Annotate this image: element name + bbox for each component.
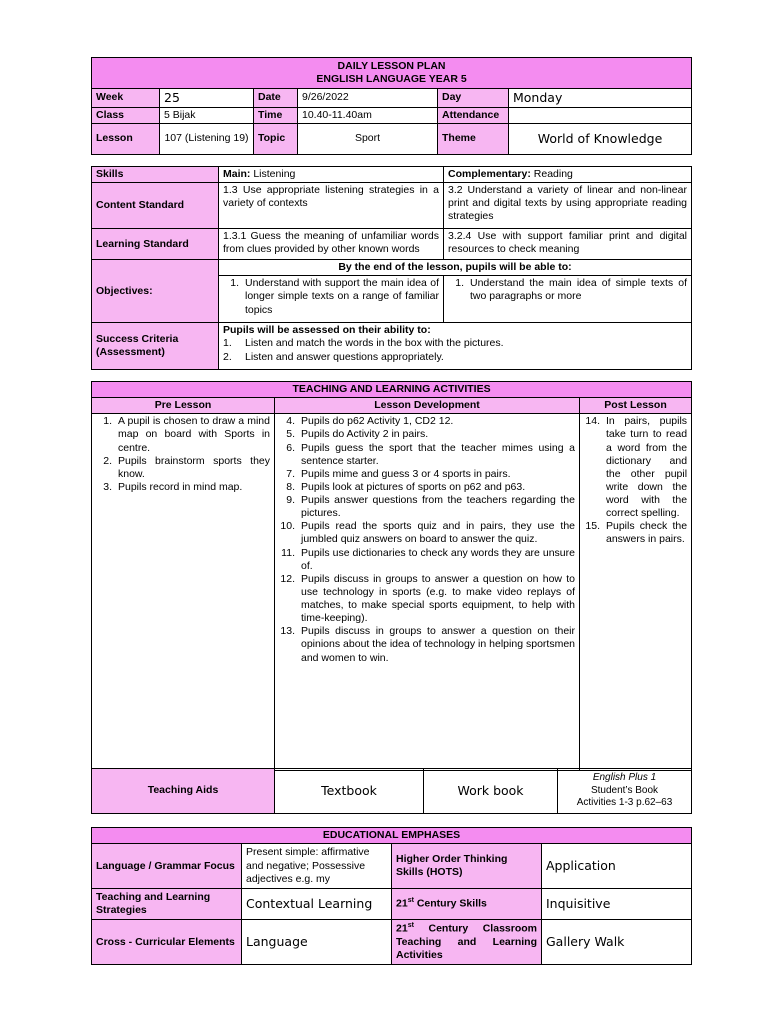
list-item: 10. Pupils read the sports quiz and in pairs, they use the jumbled quiz answers on board to answer the quiz. — [280, 520, 575, 546]
objective-complementary-text: Understand the main idea of simple texts of two paragraphs or more — [470, 277, 687, 303]
century-classroom-label: 21st Century Classroom Teaching and Learning Activities — [392, 920, 542, 965]
class-label: Class — [92, 107, 160, 123]
activities-table — [91, 381, 692, 771]
grammar-focus-value: Present simple: affirmative and negative; Possessive adjectives e.g. my — [242, 844, 392, 889]
student-book-subtitle: Student’s Book — [590, 784, 659, 796]
student-book-pages: Activities 1-3 p.62–63 — [576, 797, 673, 809]
lesson-value: 107 (Listening 19) — [160, 123, 254, 154]
list-item: 5. Pupils do Activity 2 in pairs. — [286, 428, 429, 441]
lesson-development-header: Lesson Development — [275, 398, 580, 414]
strategies-value: Contextual Learning — [242, 889, 392, 920]
century-skills-value: Inquisitive — [542, 889, 692, 920]
workbook-cell: Work book — [424, 769, 558, 814]
century-classroom-value: Gallery Walk — [542, 920, 692, 965]
skills-table — [91, 166, 692, 370]
list-item: 13. Pupils discuss in groups to answer a question on their opinions about the idea of technology in helping sportsmen and women to win. — [280, 625, 575, 664]
post-lesson-cell — [580, 414, 692, 771]
day-label: Day — [438, 89, 509, 108]
main-skill-label: Main: — [223, 168, 251, 180]
list-item: 9. Pupils answer questions from the teachers regarding the pictures. — [286, 494, 575, 520]
success-criteria-label — [92, 323, 219, 370]
week-label: Week — [92, 89, 160, 108]
list-item: 11. Pupils use dictionaries to check any words they are unsure of. — [281, 546, 575, 572]
content-standard-complementary: 3.2 Understand a variety of linear and non-linear print and digital texts by using appropriate reading strategies — [444, 183, 692, 229]
hots-label: Higher Order Thinking Skills (HOTS) — [392, 844, 542, 889]
theme-label: Theme — [438, 123, 509, 154]
objectives-label: Objectives: — [92, 260, 219, 323]
content-standard-label: Content Standard — [92, 183, 219, 229]
list-item: 2. Listen and answer questions appropriately. — [223, 350, 444, 363]
activities-title: TEACHING AND LEARNING ACTIVITIES — [92, 382, 692, 398]
objective-complementary-number: 1. — [455, 277, 464, 290]
objective-complementary — [444, 276, 692, 323]
list-item: 7. Pupils mime and guess 3 or 4 sports in pairs. — [286, 467, 511, 480]
strategies-label: Teaching and Learning Strategies — [92, 889, 242, 920]
time-value: 10.40-11.40am — [298, 107, 438, 123]
main-skill — [219, 167, 444, 183]
list-item: 1. A pupil is chosen to draw a mind map on board with Sports in centre. — [103, 415, 270, 454]
cross-curricular-label: Cross - Curricular Elements — [92, 920, 242, 965]
cross-curricular-value: Language — [242, 920, 392, 965]
objective-main-text: Understand with support the main idea of longer simple texts on a range of familiar topics — [245, 277, 439, 316]
attendance-label: Attendance — [438, 107, 509, 123]
date-label: Date — [254, 89, 298, 108]
pre-lesson-list — [96, 415, 270, 494]
hots-value: Application — [542, 844, 692, 889]
header-table — [91, 57, 692, 155]
class-value: 5 Bijak — [160, 107, 254, 123]
content-standard-main: 1.3 Use appropriate listening strategies in a variety of contexts — [219, 183, 444, 229]
success-criteria-label-line-2: (Assessment) — [96, 346, 165, 359]
title-line-2: ENGLISH LANGUAGE YEAR 5 — [316, 73, 467, 85]
list-item: 2. Pupils brainstorm sports they know. — [103, 454, 270, 480]
learning-standard-complementary: 3.2.4 Use with support familiar print and digital resources to check meaning — [444, 229, 692, 260]
attendance-value — [509, 107, 692, 123]
pre-lesson-cell — [92, 414, 275, 771]
pre-lesson-header: Pre Lesson — [92, 398, 275, 414]
list-item: 4. Pupils do p62 Activity 1, CD2 12. — [286, 415, 454, 428]
textbook-cell: Textbook — [275, 769, 424, 814]
objective-main-number: 1. — [230, 277, 239, 290]
century-skills-label: 21st Century Skills — [392, 889, 542, 920]
main-skill-value: Listening — [253, 168, 296, 180]
success-criteria-label-line-1: Success Criteria — [96, 333, 179, 346]
day-value: Monday — [509, 89, 692, 108]
teaching-aids-label-cell: Teaching Aids — [92, 769, 275, 814]
skills-label: Skills — [92, 167, 219, 183]
complementary-skill-label: Complementary: — [448, 168, 531, 180]
list-item: 15. Pupils check the answers in pairs. — [585, 520, 688, 546]
list-item: 3. Pupils record in mind map. — [103, 480, 243, 493]
lesson-development-list — [279, 415, 575, 664]
post-lesson-list — [584, 415, 687, 546]
learning-standard-label: Learning Standard — [92, 229, 219, 260]
emphases-table — [91, 827, 692, 965]
post-lesson-header: Post Lesson — [580, 398, 692, 414]
list-item: 12. Pupils discuss in groups to answer a question on how to use technology in sports (e.g. to make video replays of matches, to make special sports equipment, to help with time-keeping). — [280, 572, 575, 625]
list-item: 6. Pupils guess the sport that the teacher mimes using a sentence starter. — [286, 441, 575, 467]
objective-main — [219, 276, 444, 323]
time-label: Time — [254, 107, 298, 123]
week-value: 25 — [160, 89, 254, 108]
lesson-plan-title — [92, 58, 692, 89]
student-book-cell — [558, 769, 692, 814]
title-line-1: DAILY LESSON PLAN — [337, 59, 446, 72]
objectives-intro: By the end of the lesson, pupils will be able to: — [219, 260, 692, 276]
theme-value: World of Knowledge — [509, 123, 692, 154]
complementary-skill-value: Reading — [533, 168, 573, 180]
list-item: 14. In pairs, pupils take turn to read a word from the dictionary and the other pupil write down the word with the correct spelling. — [585, 415, 688, 520]
date-value: 9/26/2022 — [298, 89, 438, 108]
list-item: 1. Listen and match the words in the box with the pictures. — [223, 337, 504, 350]
success-criteria-intro: Pupils will be assessed on their ability to: — [223, 324, 431, 337]
grammar-focus-label: Language / Grammar Focus — [92, 844, 242, 889]
complementary-skill — [444, 167, 692, 183]
learning-standard-main: 1.3.1 Guess the meaning of unfamiliar words from clues provided by other known words — [219, 229, 444, 260]
lesson-development-cell — [275, 414, 580, 771]
teaching-aids-row — [91, 768, 692, 814]
lesson-label: Lesson — [92, 123, 160, 154]
topic-label: Topic — [254, 123, 298, 154]
list-item: 8. Pupils look at pictures of sports on p62 and p63. — [286, 480, 526, 493]
emphases-title: EDUCATIONAL EMPHASES — [92, 828, 692, 844]
student-book-title: English Plus 1 — [592, 772, 657, 784]
success-criteria — [219, 323, 692, 370]
topic-value: Sport — [298, 123, 438, 154]
